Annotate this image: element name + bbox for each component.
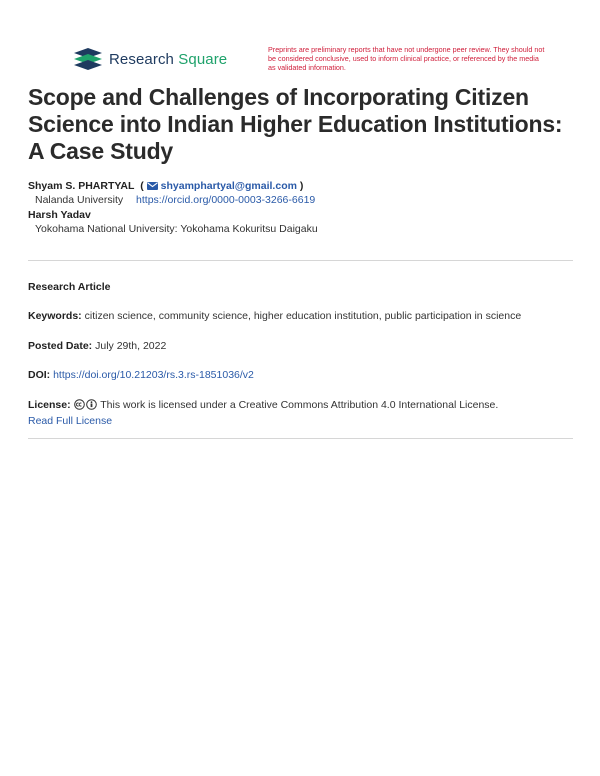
- posted-date-label: Posted Date:: [28, 340, 93, 352]
- author-affiliation: Nalanda University: [35, 194, 124, 206]
- author-email-link[interactable]: shyamphartyal@gmail.com: [160, 180, 297, 192]
- research-square-logo-icon: [74, 48, 102, 70]
- doi-link[interactable]: https://doi.org/10.21203/rs.3.rs-1851036/v2: [53, 369, 254, 381]
- divider-bottom: [28, 438, 573, 439]
- doi-row: [28, 368, 578, 382]
- paper-title: Scope and Challenges of Incorporating Citizen Science into Indian Higher Education Institutions: A Case Study: [28, 84, 563, 164]
- divider-top: [28, 260, 573, 261]
- keywords-value: citizen science, community science, higher education institution, public participation in science: [84, 310, 522, 322]
- posted-date-row: [28, 339, 578, 353]
- author-name: Shyam S. PHARTYAL: [28, 180, 135, 192]
- author-affiliation: Yokohama National University: Yokohama Kokuritsu Daigaku: [35, 223, 318, 235]
- license-text: This work is licensed under a Creative Commons Attribution 4.0 International License.: [100, 399, 499, 411]
- author-1-affiliation-line: [28, 193, 578, 208]
- author-1: [28, 179, 578, 193]
- author-name: Harsh Yadav: [28, 209, 91, 221]
- license-link-row: [28, 414, 578, 428]
- preprint-notice: Preprints are preliminary reports that have not undergone peer review. They should not be considered conclusive, used to inform clinical practice, or referenced by the media as validated information.: [268, 45, 545, 72]
- author-email-group: ( shyamphartyal@gmail.com ): [137, 180, 304, 192]
- creative-commons-icon: [74, 399, 85, 410]
- logo-wordmark: [109, 51, 227, 68]
- logo-word-research: Research: [109, 50, 174, 68]
- envelope-icon: [147, 182, 158, 190]
- article-type-label: Research Article: [28, 281, 111, 293]
- author-2: [28, 208, 578, 222]
- article-type: [28, 280, 578, 294]
- keywords-row: [28, 309, 578, 323]
- author-list: [28, 179, 578, 237]
- orcid-link[interactable]: https://orcid.org/0000-0003-3266-6619: [136, 194, 316, 206]
- logo-word-square: Square: [178, 50, 228, 68]
- research-square-logo[interactable]: [74, 48, 227, 70]
- keywords-label: Keywords:: [28, 310, 82, 322]
- license-label: License:: [28, 399, 71, 411]
- author-2-affiliation-line: [28, 222, 578, 237]
- license-row: [28, 398, 578, 412]
- attribution-icon: [86, 399, 97, 410]
- doi-label: DOI:: [28, 369, 51, 381]
- posted-date-value: July 29th, 2022: [95, 340, 167, 352]
- read-full-license-link[interactable]: Read Full License: [28, 415, 113, 427]
